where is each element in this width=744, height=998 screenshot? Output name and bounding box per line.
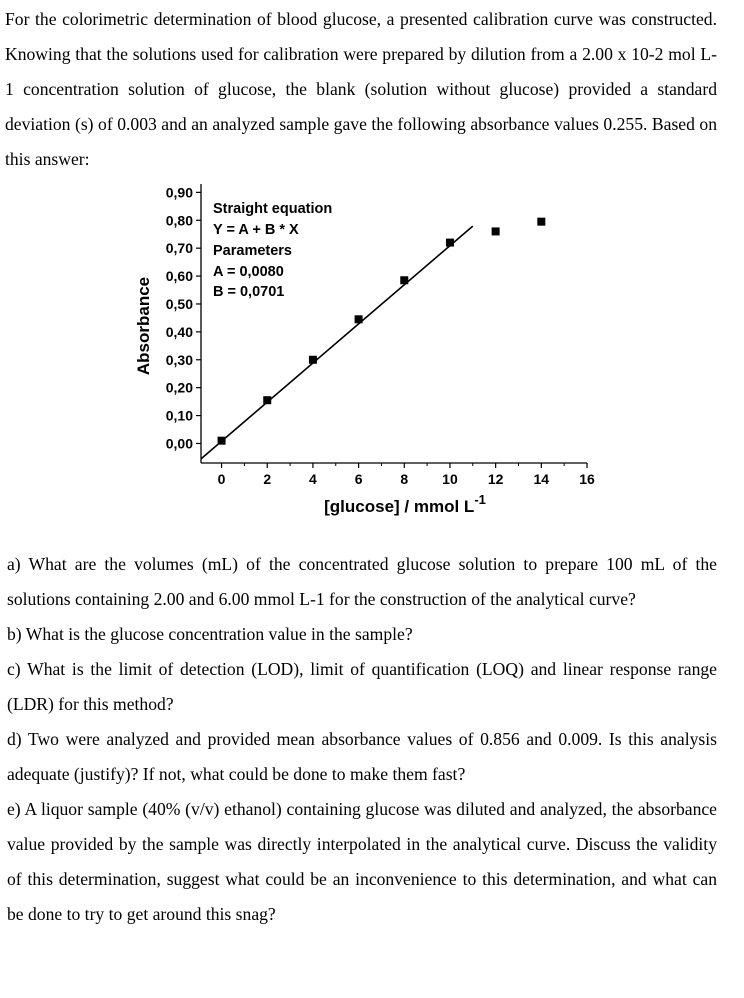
x-tick-label: 16 [579, 471, 595, 487]
annotation-line-3: Parameters [213, 243, 292, 259]
data-point [263, 396, 271, 404]
y-tick-label: 0,20 [165, 379, 193, 396]
intro-paragraph: For the colorimetric determination of blood glucose, a presented calibration curve was constructed. Knowing that the solutions used for calibration were prepared by dilution from a 2.00 x 10-2 mol L-1 concentration solution of glucose, the blank (solution without glucose) provided a standard deviation (s) of 0.003 and an analyzed sample gave the following absorbance values 0.255. Based on this answer: [5, 9, 717, 169]
question-d: d) Two were analyzed and provided mean absorbance values of 0.856 and 0.009. Is this analysis adequate (justify)? If not, what could be done to make them fast? [7, 729, 717, 784]
svg-text:[glucose] / mmol L-1 [324, 492, 486, 516]
fit-annotation [213, 201, 332, 300]
y-tick-label: 0,50 [165, 295, 193, 312]
y-tick-label: 0,40 [165, 323, 193, 340]
x-tick-label: 12 [487, 471, 504, 487]
questions-block [7, 547, 717, 932]
data-point [492, 227, 500, 235]
data-point [218, 437, 226, 445]
data-point [309, 356, 317, 364]
y-tick-label: 0,90 [165, 184, 193, 201]
y-tick-label: 0,60 [165, 268, 193, 285]
x-axis-label-superscript: -1 [474, 492, 486, 507]
calibration-chart [125, 178, 605, 523]
question-b: b) What is the glucose concentration value in the sample? [7, 624, 413, 644]
annotation-line-4: A = 0,0080 [213, 264, 284, 280]
data-point [537, 218, 545, 226]
x-tick-label: 8 [400, 471, 409, 487]
x-tick-label: 0 [217, 471, 226, 487]
x-tick-label: 4 [309, 471, 317, 487]
annotation-line-2: Y = A + B * X [213, 222, 299, 238]
y-tick-label: 0,80 [165, 212, 193, 229]
fit-line-group [201, 226, 473, 459]
data-point [355, 315, 363, 323]
x-tick-label: 2 [263, 471, 272, 487]
y-tick-label: 0,70 [165, 240, 193, 257]
y-axis-label: Absorbance [134, 276, 153, 376]
x-tick-label: 6 [354, 471, 363, 487]
y-tick-label: 0,10 [165, 407, 193, 424]
question-a: a) What are the volumes (mL) of the concentrated glucose solution to prepare 100 mL of the solutions containing 2.00 and 6.00 mmol L-1 for the construction of the analytical curve? [7, 554, 717, 609]
question-e: e) A liquor sample (40% (v/v) ethanol) containing glucose was diluted and analyzed, the absorbance value provided by the sample was directly interpolated in the analytical curve. Discuss the validity of this determination, suggest what could be an inconvenience to this determination, and what can be done to try to get around this snag? [7, 799, 717, 924]
data-point [400, 276, 408, 284]
data-point [446, 239, 454, 247]
x-tick-label: 10 [442, 471, 458, 487]
fit-line [201, 226, 473, 459]
x-axis-label: [glucose] / mmol L [324, 497, 475, 516]
x-tick-label: 14 [533, 471, 550, 487]
y-tick-label: 0,30 [165, 351, 193, 368]
y-tick-label: 0,00 [165, 435, 193, 452]
annotation-line-5: B = 0,0701 [213, 284, 285, 300]
question-c: c) What is the limit of detection (LOD), limit of quantification (LOQ) and linear response range (LDR) for this method? [7, 659, 717, 714]
annotation-line-1: Straight equation [213, 201, 333, 217]
